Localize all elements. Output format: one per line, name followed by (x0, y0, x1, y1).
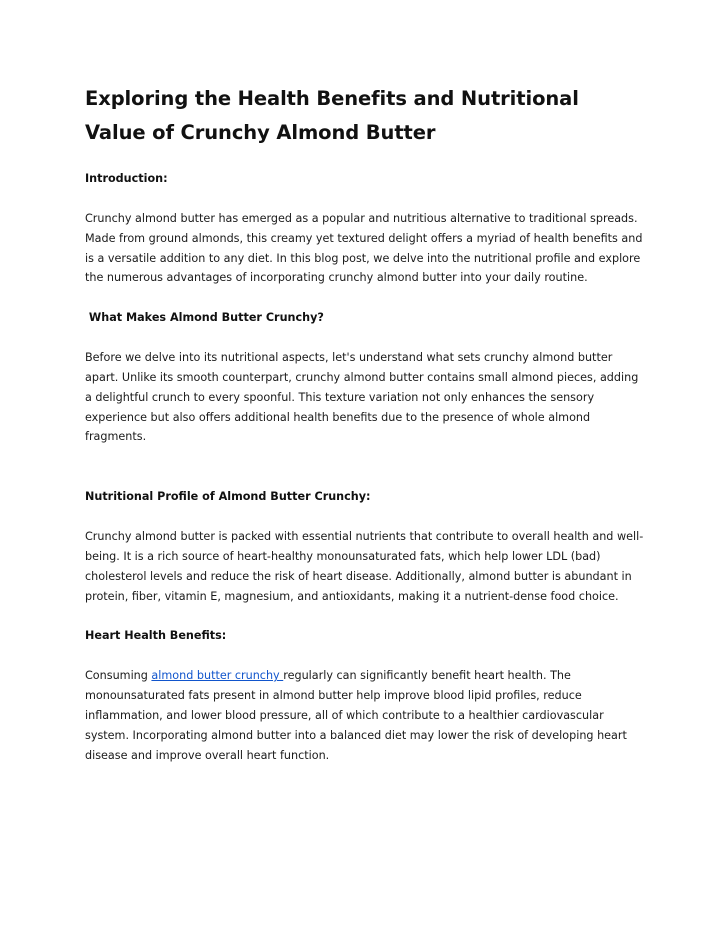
section-what-makes-crunchy (85, 308, 645, 447)
section-heart-health (85, 626, 645, 765)
heart-health-body-end: regularly can significantly benefit heart health. The monounsaturated fats present in almond butter help improve blood lipid profiles, reduce inflammation, and lower blood pressure, all of which contribute to a healthier cardiovascular system. Incorporating almond butter into a balanced diet may lower the risk of developing heart disease and improve overall heart function. (85, 669, 627, 762)
heart-health-heading: Heart Health Benefits: (85, 629, 227, 643)
introduction-heading: Introduction: (85, 172, 168, 185)
nutritional-profile-body: Crunchy almond butter is packed with essential nutrients that contribute to overall health and well-being. It is a rich source of heart-healthy monounsaturated fats, which help lower LDL (bad) cholesterol levels and reduce the risk of heart disease. Additionally, almond butter is abundant in protein, fiber, vitamin E, magnesium, and antioxidants, making it a nutrient-dense food choice. (85, 530, 644, 603)
what-makes-crunchy-heading: What Makes Almond Butter Crunchy? (85, 311, 324, 325)
what-makes-crunchy-body: Before we delve into its nutritional aspects, let's understand what sets crunchy almond butter apart. Unlike its smooth counterpart, crunchy almond butter contains small almond pieces, adding a delightful crunch to every spoonful. This texture variation not only enhances the sensory experience but also offers additional health benefits due to the presence of whole almond fragments. (85, 351, 639, 444)
almond-butter-crunchy-link[interactable]: almond butter crunchy (151, 669, 284, 683)
section-nutritional-profile (85, 487, 645, 606)
introduction-body: Crunchy almond butter has emerged as a popular and nutritious alternative to traditional spreads. Made from ground almonds, this creamy yet textured delight offers a myriad of health benefits and is a versatile addition to any diet. In this blog post, we delve into the nutritional profile and explore the numerous advantages of incorporating crunchy almond butter into your daily routine. (85, 212, 643, 285)
heart-health-body-start: Consuming (85, 669, 152, 683)
document-page (85, 82, 645, 765)
heart-health-body (85, 666, 645, 765)
nutritional-profile-heading: Nutritional Profile of Almond Butter Crunchy: (85, 490, 371, 504)
document-title: Exploring the Health Benefits and Nutritional Value of Crunchy Almond Butter (85, 87, 579, 144)
section-introduction (85, 169, 645, 288)
